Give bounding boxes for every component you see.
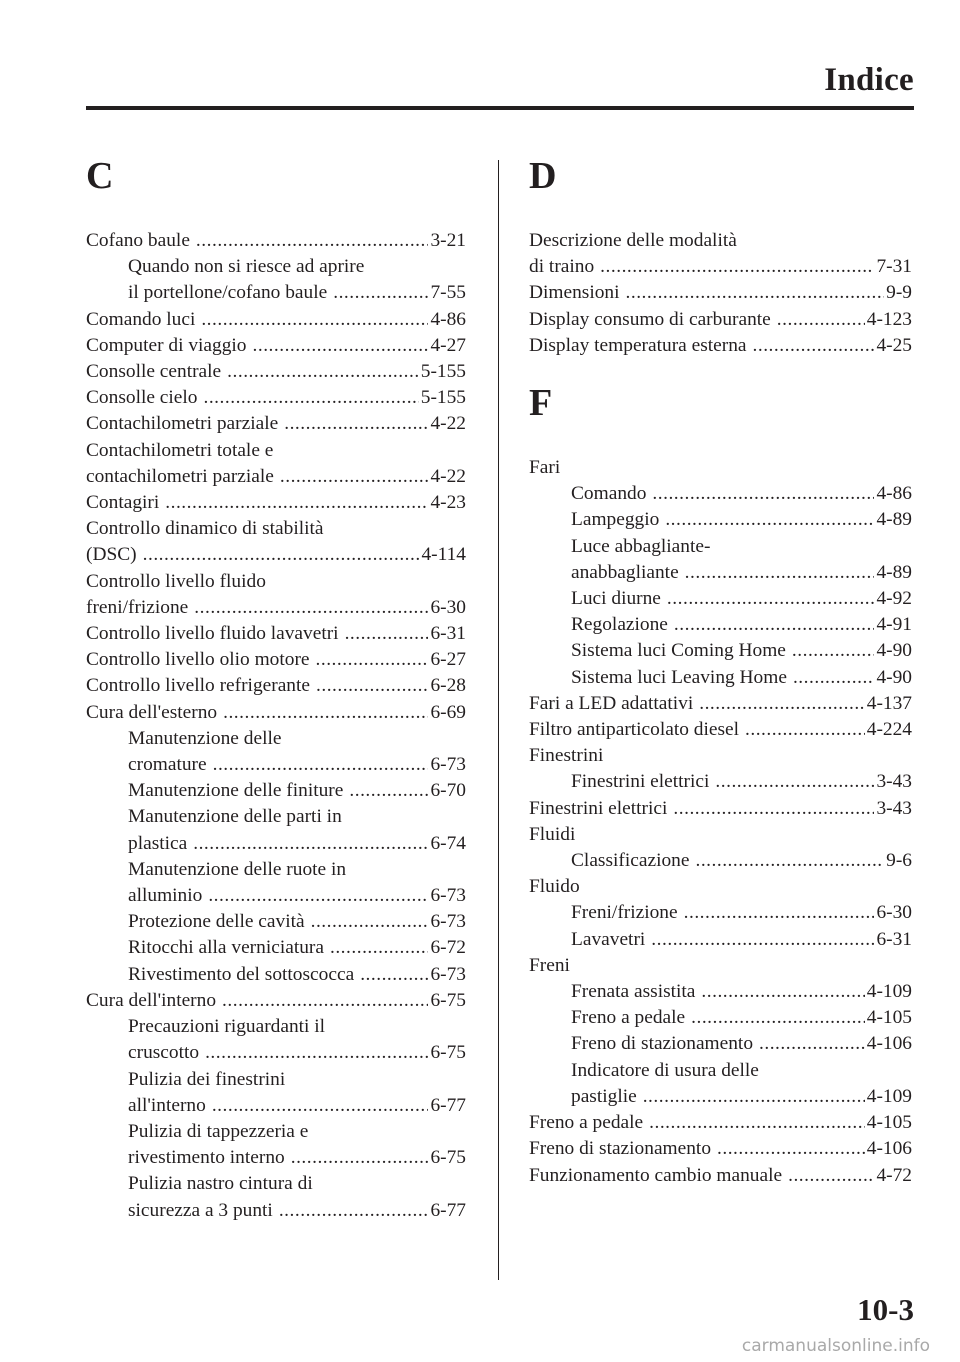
index-entry-row <box>128 909 466 935</box>
index-entry-row <box>86 647 466 673</box>
index-entry <box>529 1031 912 1057</box>
index-entry-label: Controllo livello refrigerante <box>86 675 310 697</box>
index-entry-page: 6-28 <box>430 675 466 697</box>
index-entry-label: il portellone/cofano baule <box>128 282 328 304</box>
index-entry-row <box>529 691 912 717</box>
index-entry-page: 4-137 <box>866 692 912 714</box>
dot-leader <box>201 307 428 333</box>
header-rule <box>86 106 914 110</box>
index-entry-page: 4-105 <box>866 1112 912 1134</box>
index-entry <box>86 857 466 909</box>
index-entry-row <box>128 778 466 804</box>
index-entry-page: 9-6 <box>886 850 912 872</box>
index-entry-row <box>86 307 466 333</box>
index-entry-page: 6-30 <box>876 902 912 924</box>
dot-leader <box>227 359 419 385</box>
index-entry-label: cromature <box>128 754 207 776</box>
index-entry-row <box>571 1005 912 1031</box>
index-entry-row <box>128 883 466 909</box>
index-entry-page: 4-114 <box>421 544 466 566</box>
index-entry-label: freni/frizione <box>86 596 189 618</box>
index-entry <box>529 796 912 822</box>
index-entry-row <box>86 595 466 621</box>
index-entry <box>529 743 912 769</box>
index-entry <box>529 691 912 717</box>
index-entry <box>529 1110 912 1136</box>
index-entry-page: 9-9 <box>886 282 912 304</box>
dot-leader <box>205 1040 428 1066</box>
index-entry-label: Contachilometri parziale <box>86 413 279 435</box>
index-entry-page: 4-224 <box>866 719 912 741</box>
index-entry-page: 4-89 <box>876 509 912 531</box>
dot-leader <box>284 411 428 437</box>
index-entry <box>86 228 466 254</box>
index-entry-page: 5-155 <box>420 361 466 383</box>
dot-leader <box>291 1145 429 1171</box>
index-entry-label: Rivestimento del sottoscocca <box>128 963 355 985</box>
index-entry <box>86 333 466 359</box>
index-entry-page: 4-86 <box>876 483 912 505</box>
dot-leader <box>643 1084 865 1110</box>
index-entry-row <box>128 1198 466 1224</box>
index-entry-page: 4-90 <box>876 666 912 688</box>
index-entry <box>86 569 466 621</box>
index-entry-row <box>529 1163 912 1189</box>
index-entry-label: Comando luci <box>86 308 196 330</box>
dot-leader <box>600 254 874 280</box>
index-entry <box>529 507 912 533</box>
index-entry <box>86 411 466 437</box>
index-entry <box>529 979 912 1005</box>
index-entry-page: 7-31 <box>876 256 912 278</box>
index-entry <box>529 769 912 795</box>
dot-leader <box>699 691 865 717</box>
index-entry <box>86 621 466 647</box>
index-entry-page: 3-21 <box>430 230 466 251</box>
index-entry-row <box>128 1145 466 1171</box>
dot-leader <box>793 665 875 691</box>
index-entry-page: 4-109 <box>866 1085 912 1107</box>
index-entry-row <box>86 411 466 437</box>
dot-leader <box>330 935 428 961</box>
dot-leader <box>165 490 428 516</box>
index-entry <box>529 612 912 638</box>
dot-leader <box>759 1031 865 1057</box>
dot-leader <box>194 595 428 621</box>
dot-leader <box>316 673 428 699</box>
index-entry-page: 4-90 <box>876 640 912 662</box>
index-entry-row <box>571 769 912 795</box>
dot-leader <box>691 1005 865 1031</box>
dot-leader <box>651 927 874 953</box>
index-entry-label: anabbagliante <box>571 561 679 583</box>
dot-leader <box>649 1110 865 1136</box>
index-entry-page: 4-22 <box>430 413 466 435</box>
section-letter: F <box>529 382 553 425</box>
index-entry-page: 7-55 <box>430 282 466 304</box>
index-entry-label: Cura dell'esterno <box>86 701 218 723</box>
dot-leader <box>674 612 875 638</box>
dot-leader <box>792 638 875 664</box>
index-entry-row <box>571 638 912 664</box>
dot-leader <box>777 307 865 333</box>
index-entry-page: 6-31 <box>430 623 466 645</box>
index-entry-label: Protezione delle cavità <box>128 911 305 933</box>
index-entry <box>529 822 912 848</box>
index-entry-row <box>128 935 466 961</box>
dot-leader <box>223 700 428 726</box>
index-entry-line: Manutenzione delle <box>128 727 282 749</box>
index-entry-page: 3-43 <box>876 797 912 819</box>
dot-leader <box>673 796 874 822</box>
index-entry-row <box>128 831 466 857</box>
index-entry-label: Filtro antiparticolato diesel <box>529 719 740 741</box>
index-entry-label: Display consumo di carburante <box>529 308 771 330</box>
index-entry-row <box>571 481 912 507</box>
index-entry <box>529 333 912 359</box>
index-entry <box>86 307 466 333</box>
index-entry <box>529 228 912 280</box>
index-entry-label: Freni/frizione <box>571 902 678 924</box>
dot-leader <box>279 1198 429 1224</box>
index-entry-page: 4-27 <box>430 334 466 356</box>
index-entry-page: 4-105 <box>866 1007 912 1029</box>
index-entry-line: Indicatore di usura delle <box>571 1059 759 1081</box>
index-entry <box>86 516 466 568</box>
index-entry-label: Ritocchi alla verniciatura <box>128 937 324 959</box>
dot-leader <box>311 909 429 935</box>
index-entry-row <box>128 962 466 988</box>
index-entry-label: pastiglie <box>571 1085 637 1107</box>
index-entry-page: 6-77 <box>430 1199 466 1221</box>
index-entry-page: 6-73 <box>430 754 466 776</box>
dot-leader <box>788 1163 874 1189</box>
index-entry-line: Manutenzione delle ruote in <box>128 858 347 880</box>
index-entry <box>86 385 466 411</box>
index-entry-label: Lavavetri <box>571 928 646 950</box>
index-entry-page: 4-86 <box>430 308 466 330</box>
index-entry-row <box>571 586 912 612</box>
index-entry-label: Manutenzione delle finiture <box>128 780 344 802</box>
index-entry-page: 6-73 <box>430 963 466 985</box>
index-entry-label: Finestrini elettrici <box>571 771 710 793</box>
index-entry <box>529 307 912 333</box>
index-entry-line: Fluidi <box>529 823 576 845</box>
index-entry-label: Controllo livello fluido lavavetri <box>86 623 339 645</box>
dot-leader <box>316 647 429 673</box>
dot-leader <box>715 769 874 795</box>
index-entry-row <box>86 542 466 568</box>
index-entry <box>529 874 912 900</box>
index-entry <box>86 359 466 385</box>
dot-leader <box>652 481 874 507</box>
index-entry-line: Fluido <box>529 876 580 898</box>
dot-leader <box>753 333 875 359</box>
index-entry <box>86 647 466 673</box>
index-entry-label: Lampeggio <box>571 509 660 531</box>
index-entry-line: Luce abbagliante- <box>571 535 711 557</box>
index-entry-row <box>128 752 466 778</box>
dot-leader <box>695 848 884 874</box>
dot-leader <box>253 333 429 359</box>
dot-leader <box>717 1136 865 1162</box>
index-entry-label: Contagiri <box>86 492 160 514</box>
index-entry <box>529 280 912 306</box>
index-entry <box>86 726 466 778</box>
index-entry <box>529 848 912 874</box>
index-entry-row <box>529 307 912 333</box>
index-entry-label: plastica <box>128 832 188 854</box>
index-entry <box>86 673 466 699</box>
index-entry-row <box>86 333 466 359</box>
index-entry-row <box>529 333 912 359</box>
index-entry-line: Pulizia dei finestrini <box>128 1068 286 1090</box>
index-entry-label: rivestimento interno <box>128 1147 285 1169</box>
index-entry-row <box>571 560 912 586</box>
index-entry-row <box>571 848 912 874</box>
index-entry-label: Comando <box>571 483 647 505</box>
index-entry-page: 4-123 <box>866 308 912 330</box>
dot-leader <box>685 560 875 586</box>
index-entry <box>529 1005 912 1031</box>
index-entry-label: Controllo livello olio motore <box>86 649 310 671</box>
index-entry-row <box>571 665 912 691</box>
index-entry-label: (DSC) <box>86 544 137 566</box>
index-entry-line: Fari <box>529 457 561 479</box>
index-entry-row <box>529 280 912 306</box>
index-entry <box>529 717 912 743</box>
index-entry-label: Cofano baule <box>86 230 190 251</box>
index-entry-page: 4-109 <box>866 981 912 1003</box>
index-entry-label: Dimensioni <box>529 282 620 304</box>
index-entry-label: Sistema luci Leaving Home <box>571 666 787 688</box>
index-entry-row <box>571 979 912 1005</box>
index-entry-line: Finestrini <box>529 745 604 767</box>
dot-leader <box>196 228 429 254</box>
index-entry-page: 6-27 <box>430 649 466 671</box>
index-column-right <box>529 156 912 1189</box>
dot-leader <box>667 586 875 612</box>
dot-leader <box>360 962 428 988</box>
index-entry-page: 4-23 <box>430 492 466 514</box>
dot-leader <box>333 280 428 306</box>
dot-leader <box>203 385 418 411</box>
index-entry-row <box>571 612 912 638</box>
index-entry-line: Quando non si riesce ad aprire <box>128 256 365 278</box>
dot-leader <box>143 542 420 568</box>
index-entry-label: all'interno <box>128 1094 206 1116</box>
index-column-left <box>86 156 466 1224</box>
index-entry-page: 5-155 <box>420 387 466 409</box>
index-entry <box>86 909 466 935</box>
index-entry-page: 6-75 <box>430 1147 466 1169</box>
index-entry-row <box>86 621 466 647</box>
index-entry-row <box>571 927 912 953</box>
section-letter: C <box>86 155 114 197</box>
index-entry-page: 6-75 <box>430 989 466 1011</box>
index-entry-label: Finestrini elettrici <box>529 797 668 819</box>
index-entry-row <box>86 228 466 254</box>
index-entry-label: Freno di stazionamento <box>529 1138 712 1160</box>
index-entry-page: 4-106 <box>866 1033 912 1055</box>
index-entry <box>86 1014 466 1066</box>
index-entry-row <box>128 280 466 306</box>
index-entry-row <box>529 796 912 822</box>
index-entry-page: 3-43 <box>876 771 912 793</box>
column-divider <box>498 160 499 1280</box>
index-entry-label: Sistema luci Coming Home <box>571 640 786 662</box>
index-entry-row <box>128 1093 466 1119</box>
dot-leader <box>684 900 875 926</box>
index-entry <box>86 700 466 726</box>
index-entry-row <box>86 988 466 1014</box>
index-entry <box>529 638 912 664</box>
index-entry-label: sicurezza a 3 punti <box>128 1199 273 1221</box>
index-entry <box>529 953 912 979</box>
index-entry <box>529 1058 912 1110</box>
index-entry-row <box>86 385 466 411</box>
index-entry-line: Contachilometri totale e <box>86 439 274 461</box>
index-entry-page: 4-72 <box>876 1164 912 1186</box>
index-entry-label: alluminio <box>128 885 203 907</box>
index-entry <box>86 804 466 856</box>
index-entry-page: 4-25 <box>876 334 912 356</box>
index-entry-line: Pulizia di tappezzeria e <box>128 1120 309 1142</box>
index-entry <box>86 1119 466 1171</box>
index-entry-page: 4-22 <box>430 465 466 487</box>
index-entry-label: Funzionamento cambio manuale <box>529 1164 783 1186</box>
index-entry <box>86 935 466 961</box>
index-entry-page: 6-72 <box>430 937 466 959</box>
index-entry-line: Descrizione delle modalità <box>529 230 737 251</box>
index-entry-row <box>128 1040 466 1066</box>
index-entry-label: cruscotto <box>128 1042 200 1064</box>
index-entry-line: Controllo livello fluido <box>86 570 266 592</box>
dot-leader <box>213 752 429 778</box>
index-entry-label: di traino <box>529 256 595 278</box>
dot-leader <box>193 831 428 857</box>
index-entry-page: 4-91 <box>876 614 912 636</box>
index-entry-row <box>571 1031 912 1057</box>
index-entry-page: 6-70 <box>430 780 466 802</box>
index-entry <box>529 900 912 926</box>
index-entry-line: Freni <box>529 954 570 976</box>
index-entry-row <box>529 254 912 280</box>
index-entry-line: Precauzioni riguardanti il <box>128 1016 326 1038</box>
index-entry <box>529 927 912 953</box>
index-entry-row <box>529 1110 912 1136</box>
index-entry-label: Freno di stazionamento <box>571 1033 754 1055</box>
index-entry <box>529 534 912 586</box>
index-entry-row <box>571 900 912 926</box>
index-entry-label: Consolle cielo <box>86 387 198 409</box>
index-entry-row <box>86 700 466 726</box>
index-entry-label: Consolle centrale <box>86 361 222 383</box>
index-entry <box>529 481 912 507</box>
index-entry-row <box>86 673 466 699</box>
dot-leader <box>626 280 885 306</box>
dot-leader <box>280 464 429 490</box>
index-entry-label: contachilometri parziale <box>86 465 274 487</box>
index-entry <box>86 778 466 804</box>
dot-leader <box>345 621 429 647</box>
index-entry-label: Luci diurne <box>571 588 661 610</box>
index-entry-row <box>86 490 466 516</box>
index-entry-page: 6-75 <box>430 1042 466 1064</box>
index-entry-label: Freno a pedale <box>571 1007 686 1029</box>
index-entry-page: 6-31 <box>876 928 912 950</box>
dot-leader <box>745 717 865 743</box>
index-entry <box>86 962 466 988</box>
index-entry <box>86 988 466 1014</box>
index-entry-page: 6-30 <box>430 596 466 618</box>
index-entry-page: 4-92 <box>876 588 912 610</box>
index-entry-label: Regolazione <box>571 614 668 636</box>
page-number: 10-3 <box>857 1292 914 1327</box>
index-entry <box>529 586 912 612</box>
index-entry-page: 6-73 <box>430 911 466 933</box>
index-entry-label: Frenata assistita <box>571 981 696 1003</box>
index-entry <box>529 455 912 481</box>
index-entry <box>86 1171 466 1223</box>
index-entry <box>86 1067 466 1119</box>
index-entry-label: Freno a pedale <box>529 1112 644 1134</box>
index-entry <box>529 1136 912 1162</box>
index-entry-row <box>571 507 912 533</box>
dot-leader <box>222 988 428 1014</box>
index-entry-page: 6-74 <box>430 832 466 854</box>
index-entry-row <box>86 464 466 490</box>
index-entry-label: Cura dell'interno <box>86 989 217 1011</box>
index-entry-page: 6-69 <box>430 701 466 723</box>
index-entry-row <box>529 1136 912 1162</box>
index-entry <box>86 438 466 490</box>
index-entry-label: Display temperatura esterna <box>529 334 747 356</box>
index-entry-page: 6-77 <box>430 1094 466 1116</box>
index-entry-row <box>86 359 466 385</box>
index-entry-page: 4-106 <box>866 1138 912 1160</box>
index-entry-line: Manutenzione delle parti in <box>128 806 342 828</box>
index-entry-row <box>571 1084 912 1110</box>
dot-leader <box>701 979 864 1005</box>
dot-leader <box>349 778 428 804</box>
watermark: carmanualsonline.info <box>741 1336 930 1356</box>
index-entry <box>529 1163 912 1189</box>
index-entry-label: Fari a LED adattativi <box>529 692 694 714</box>
dot-leader <box>212 1093 429 1119</box>
section-letter: D <box>529 155 557 197</box>
index-entry-page: 6-73 <box>430 885 466 907</box>
index-entry-label: Computer di viaggio <box>86 334 247 356</box>
dot-leader <box>208 883 428 909</box>
dot-leader <box>665 507 874 533</box>
index-entry-line: Controllo dinamico di stabilità <box>86 518 324 540</box>
index-entry-label: Classificazione <box>571 850 690 872</box>
index-entry-row <box>529 717 912 743</box>
page-header-title: Indice <box>824 62 914 98</box>
index-entry <box>86 254 466 306</box>
index-entry <box>529 665 912 691</box>
index-entry-line: Pulizia nastro cintura di <box>128 1173 313 1195</box>
index-entry <box>86 490 466 516</box>
index-entry-page: 4-89 <box>876 561 912 583</box>
